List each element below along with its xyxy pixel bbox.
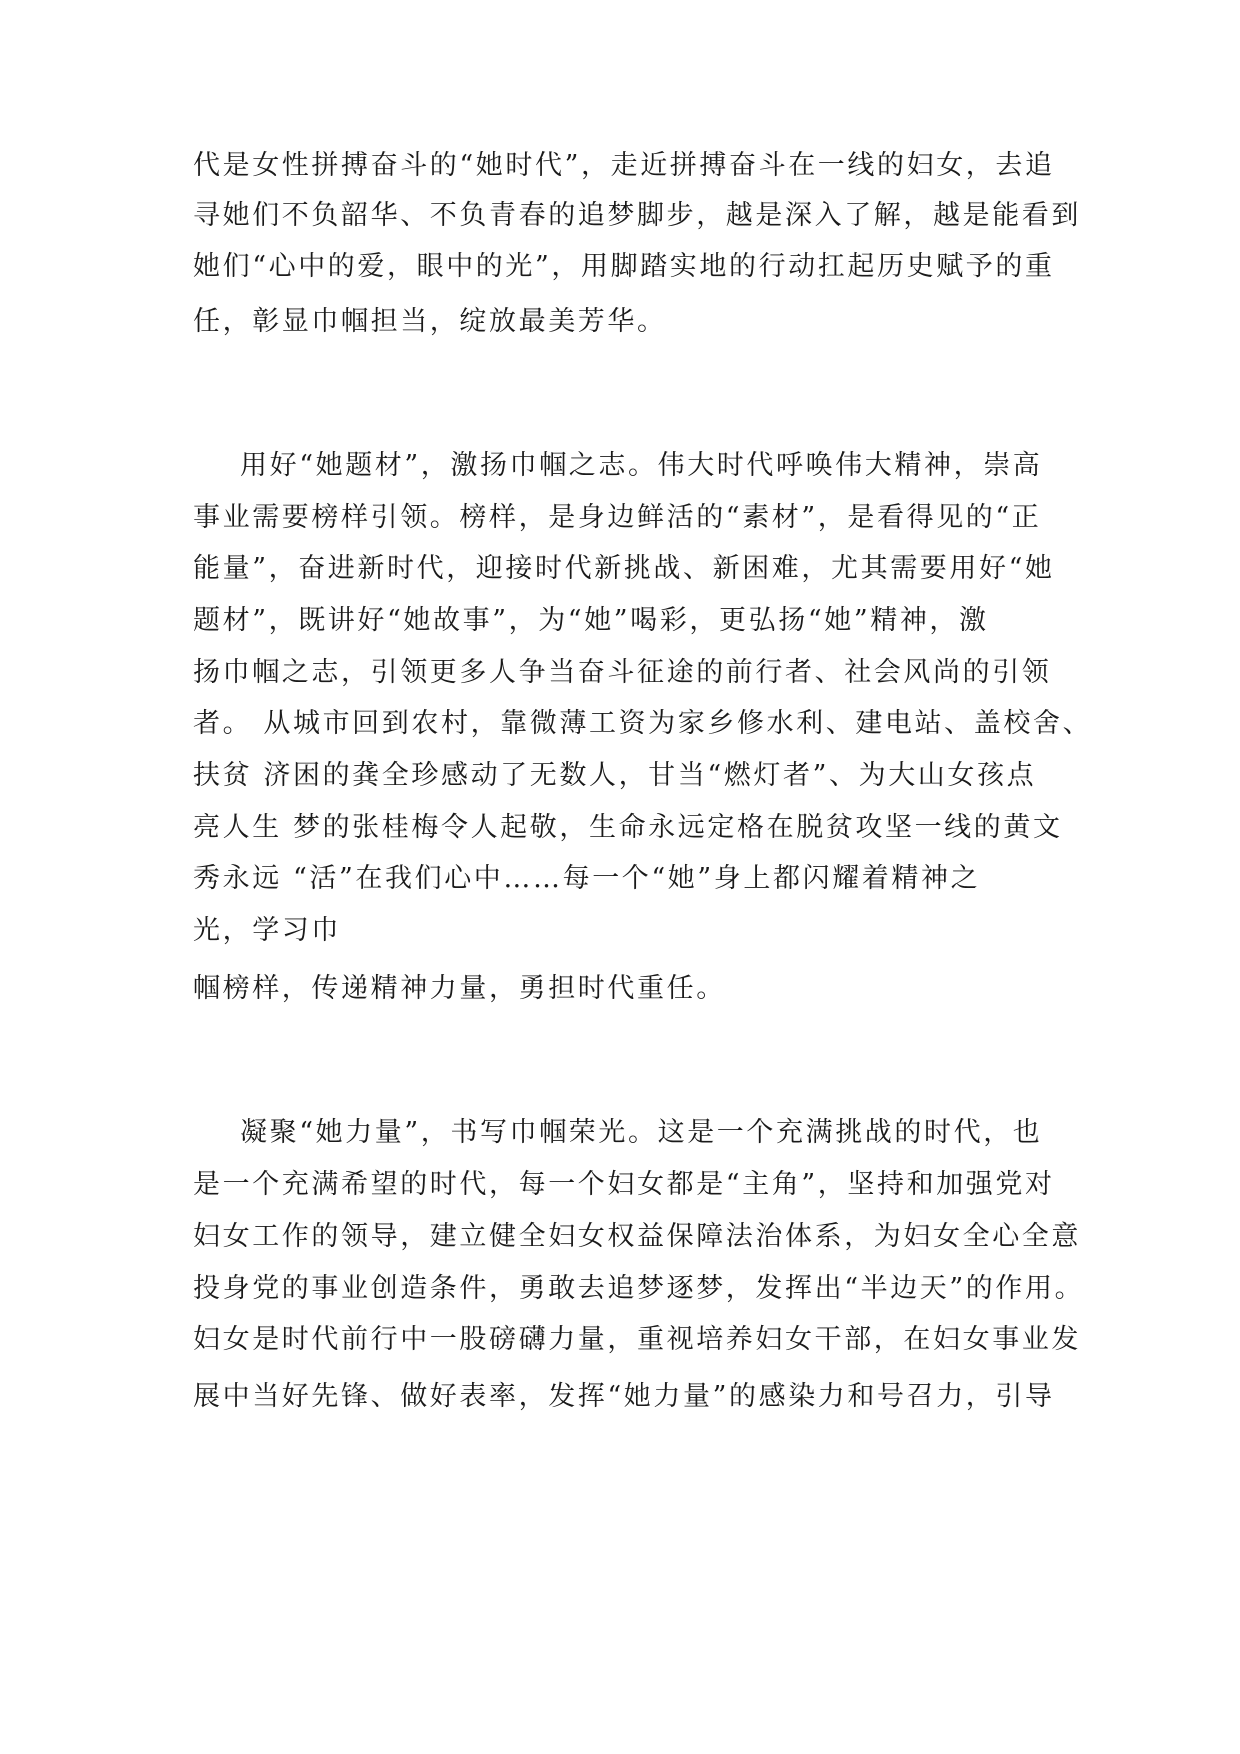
paragraph-1-line-3: 她们“心中的爱，眼中的光”，用脚踏实地的行动扛起历史赋予的重 [193, 251, 1055, 282]
paragraph-2-line-3: 能量”，奋进新时代，迎接时代新挑战、新困难，尤其需要用好“她 [193, 553, 1055, 584]
paragraph-3-line-2: 是一个充满希望的时代，每一个妇女都是“主角”，坚持和加强党对 [193, 1169, 1055, 1200]
paragraph-1-line-2: 寻她们不负韶华、不负青春的追梦脚步，越是深入了解，越是能看到 [193, 200, 1081, 231]
paragraph-1-line-4: 任，彰显巾帼担当，绽放最美芳华。 [193, 306, 667, 337]
paragraph-2-line-10: 光，学习巾 [193, 915, 341, 946]
paragraph-2-line-9: 秀永远 “活”在我们心中……每一个“她”身上都闪耀着精神之 [193, 863, 981, 894]
paragraph-2-line-1: 用好“她题材”，激扬巾帼之志。伟大时代呼唤伟大精神，崇高 [240, 450, 1043, 481]
paragraph-2-line-6: 者。 从城市回到农村，靠微薄工资为家乡修水利、建电站、盖校舍、 [193, 708, 1093, 739]
paragraph-2-line-7: 扶贫 济困的龚全珍感动了无数人，甘当“燃灯者”、为大山女孩点 [193, 760, 1037, 791]
paragraph-2-line-8: 亮人生 梦的张桂梅令人起敬，生命永远定格在脱贫攻坚一线的黄文 [193, 812, 1063, 843]
paragraph-2-line-2: 事业需要榜样引领。榜样，是身边鲜活的“素材”，是看得见的“正 [193, 502, 1042, 533]
paragraph-2-line-5: 扬巾帼之志，引领更多人争当奋斗征途的前行者、社会风尚的引领 [193, 657, 1052, 688]
paragraph-3-line-1: 凝聚“她力量”，书写巾帼荣光。这是一个充满挑战的时代，也 [240, 1117, 1043, 1148]
paragraph-2-line-4: 题材”，既讲好“她故事”，为“她”喝彩，更弘扬“她”精神，激 [193, 605, 989, 636]
paragraph-3-line-5: 妇女是时代前行中一股磅礴力量，重视培养妇女干部，在妇女事业发 [193, 1324, 1081, 1355]
paragraph-1-line-1: 代是女性拼搏奋斗的“她时代”，走近拼搏奋斗在一线的妇女，去追 [193, 150, 1055, 181]
paragraph-3-line-6: 展中当好先锋、做好表率，发挥“她力量”的感染力和号召力，引导 [193, 1381, 1055, 1412]
paragraph-3-line-4: 投身党的事业创造条件，勇敢去追梦逐梦，发挥出“半边天”的作用。 [193, 1273, 1085, 1304]
paragraph-3-line-3: 妇女工作的领导，建立健全妇女权益保障法治体系，为妇女全心全意 [193, 1221, 1081, 1252]
paragraph-2-line-11: 帼榜样，传递精神力量，勇担时代重任。 [193, 973, 726, 1004]
